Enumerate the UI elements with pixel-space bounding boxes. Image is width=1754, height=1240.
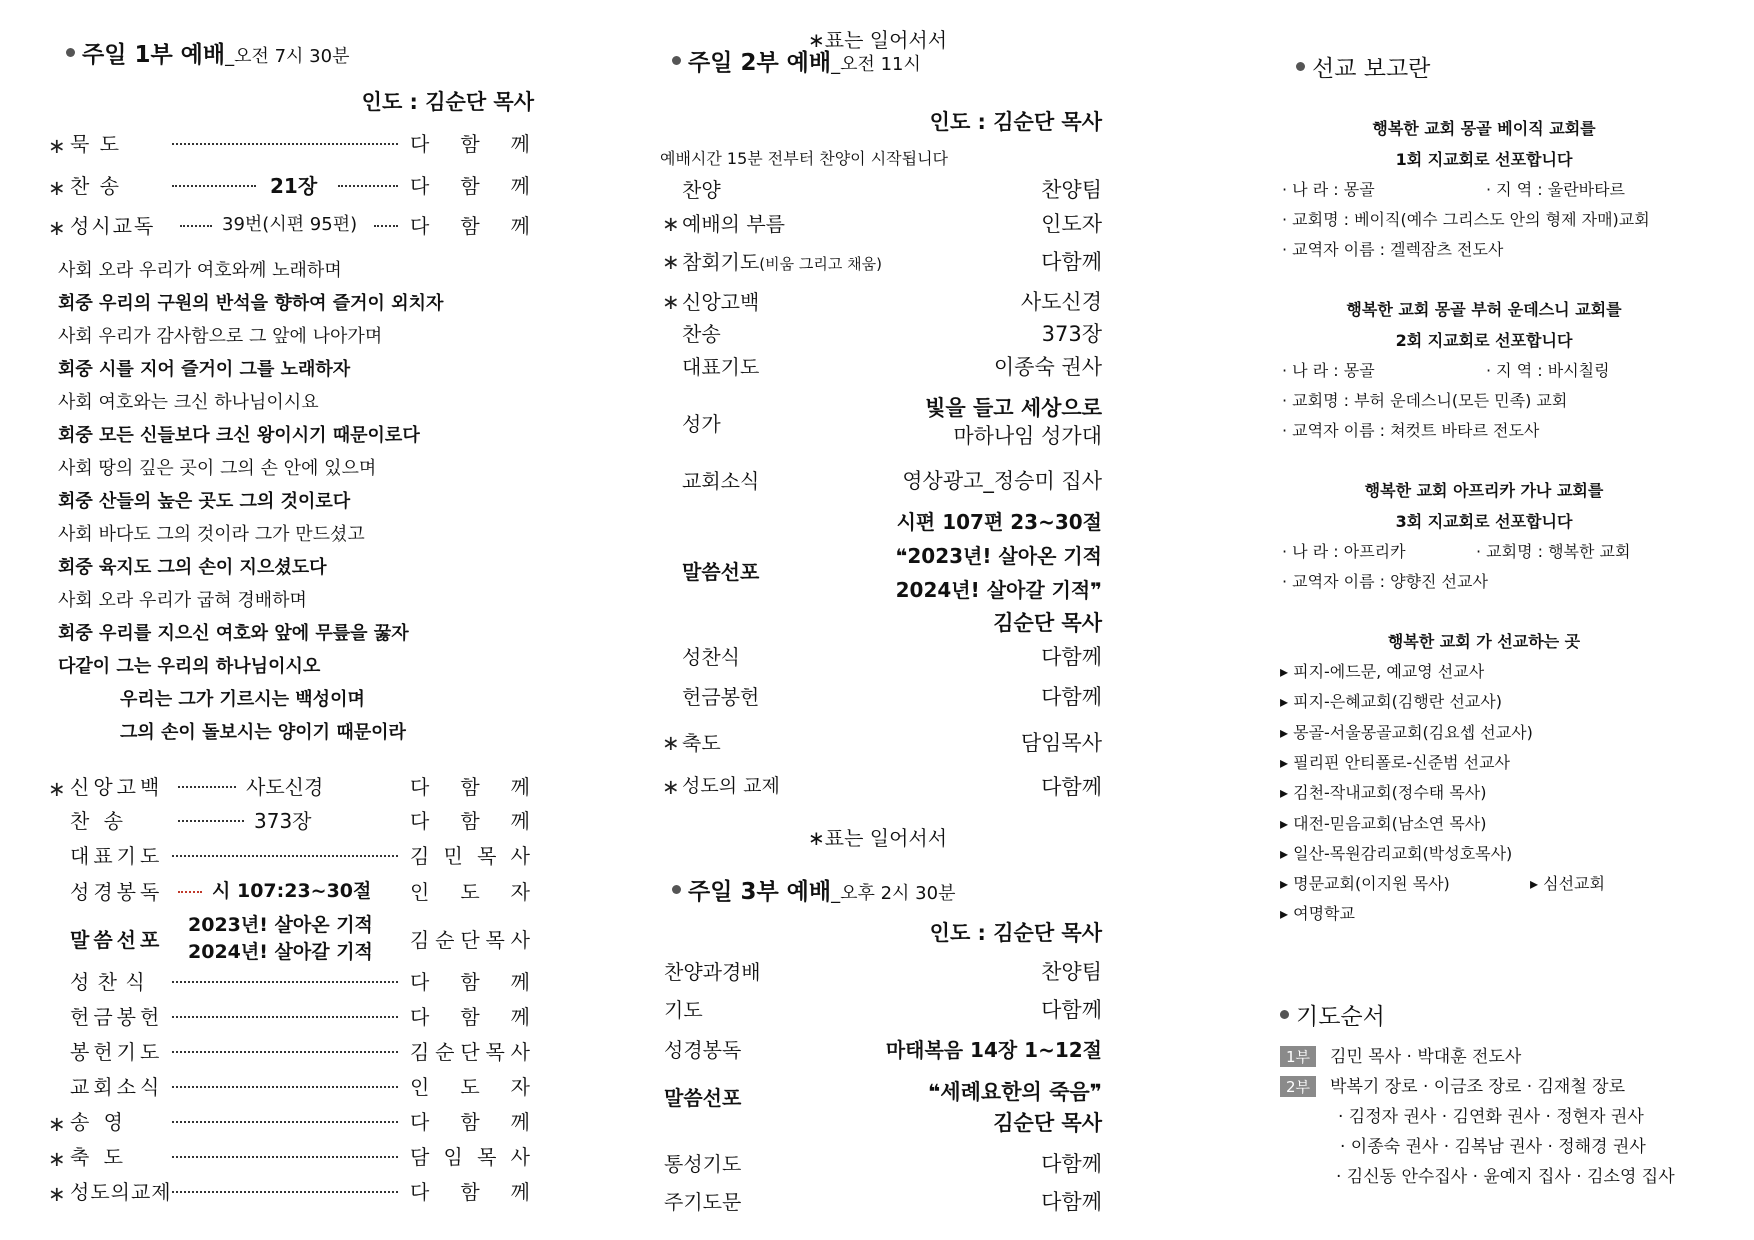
order-mid: 2023년! 살아온 기적 <box>188 914 373 936</box>
order-label: 교회소식 <box>70 1075 164 1099</box>
star-icon: ∗ <box>662 250 680 274</box>
anthem-label: 성가 <box>682 412 721 436</box>
order-resp: 다함께 <box>1041 1152 1102 1176</box>
order-resp: 다함께 <box>1041 775 1102 799</box>
mission-list-title: 행복한 교회 가 선교하는 곳 <box>1387 632 1581 651</box>
order-resp: 김 순 단 목 사 <box>410 1040 530 1064</box>
order-mid: 21장 <box>270 174 318 198</box>
prayer-row-1 <box>1280 1042 1521 1067</box>
mission-region: · 지 역 : 울란바타르 <box>1486 180 1626 199</box>
order-mid: 39번(시편 95편) <box>222 214 358 235</box>
anthem-choir: 마하나임 성가대 <box>953 424 1102 448</box>
order-resp: 373장 <box>1041 322 1102 346</box>
reading-line: 회중 산들의 높은 곳도 그의 것이로다 <box>58 491 351 512</box>
star-icon: ∗ <box>662 731 680 755</box>
dots <box>172 855 398 857</box>
sermon3-title: ❝세례요한의 죽음❞ <box>928 1080 1102 1104</box>
mission-list-item: ▸ 피지-은혜교회(김행란 선교사) <box>1280 692 1502 712</box>
order-resp: 김 순 단 목 사 <box>410 928 530 952</box>
service1-title: 주일 1부 예배 <box>82 42 226 68</box>
order-resp: 다 함 께 <box>410 214 530 238</box>
service2-time: _오전 11시 <box>831 54 921 75</box>
mission-list-item: ▸ 일산-목원감리교회(박성호목사) <box>1280 843 1513 863</box>
dots <box>338 185 398 187</box>
order-label-text: 대표기도 <box>682 355 760 379</box>
service1-header <box>66 36 349 69</box>
order-mid: 시 107:23~30절 <box>212 880 372 902</box>
service2-title: 주일 2부 예배 <box>688 50 832 76</box>
prayer-names: 김민 목사 · 박대훈 전도사 <box>1330 1047 1522 1067</box>
star-icon: ∗ <box>662 212 680 236</box>
order-label: 대표기도 <box>70 844 164 868</box>
reading-line: 다같이 그는 우리의 하나님이시오 <box>58 656 321 677</box>
order-resp: 다함께 <box>1041 998 1102 1022</box>
mission-title-line: 1회 지교회로 선포합니다 <box>1395 150 1573 169</box>
mission-title: 선교 보고란 <box>1312 56 1431 82</box>
prayer-row-2 <box>1280 1072 1625 1097</box>
order-resp: 다 함 께 <box>410 1005 530 1029</box>
reading-line: 사회 오라 우리가 여호와께 노래하며 <box>58 260 342 281</box>
news-label: 교회소식 <box>682 469 760 493</box>
order-mid: 373장 <box>254 809 312 833</box>
order-label: 성경봉독 <box>664 1038 742 1062</box>
order-label: 성찬식 <box>682 645 740 669</box>
mission-title-line: 3회 지교회로 선포합니다 <box>1395 512 1573 531</box>
dots <box>178 820 244 822</box>
dots <box>180 225 212 227</box>
order-label <box>682 351 759 380</box>
order-label: 성시교독 <box>70 214 156 238</box>
star-icon: ∗ <box>48 216 66 240</box>
order-label: 성 찬 식 <box>70 970 146 994</box>
reading-line: 사회 땅의 깊은 곳이 그의 손 안에 있으며 <box>58 458 377 479</box>
mission-list-item: ▸ 명문교회(이지원 목사) <box>1280 874 1450 894</box>
service-tag: 2부 <box>1280 1076 1316 1097</box>
star-icon: ∗ <box>48 1147 66 1171</box>
order-label <box>682 246 882 275</box>
mission-region: · 지 역 : 바시칠링 <box>1486 361 1610 380</box>
mission-title-line: 행복한 교회 아프리카 가나 교회를 <box>1364 481 1604 500</box>
reading-line: 그의 손이 돌보시는 양이기 때문이라 <box>120 722 406 743</box>
mission-country: · 나 라 : 아프리카 <box>1282 542 1406 561</box>
dots <box>172 143 398 145</box>
service2-leader: 인도 : 김순단 목사 <box>929 110 1102 134</box>
dots <box>172 1156 398 1158</box>
order-label: 주기도문 <box>664 1190 742 1214</box>
mission-country: · 나 라 : 몽골 <box>1282 361 1375 380</box>
order-resp: 이종숙 권사 <box>993 355 1102 379</box>
reading-line: 사회 바다도 그의 것이라 그가 만드셨고 <box>58 524 365 545</box>
order-label: 헌금봉헌 <box>682 685 760 709</box>
order-resp: 인 도 자 <box>410 880 530 904</box>
reading-line: 회중 시를 지어 즐거이 그를 노래하자 <box>58 359 351 380</box>
standing-note-top: ∗표는 일어서서 <box>808 28 948 52</box>
order-resp: 다 함 께 <box>410 174 530 198</box>
order-label-text: 신앙고백 <box>682 290 760 314</box>
order-resp: 다함께 <box>1041 645 1102 669</box>
mission-list-item: ▸ 여명학교 <box>1280 904 1355 924</box>
order-resp: 담 임 목 사 <box>410 1145 530 1169</box>
order-label-text: 찬양 <box>682 178 721 202</box>
mission-header <box>1296 50 1430 83</box>
order-resp: 찬양팀 <box>1041 960 1102 984</box>
order-label-note: (비움 그리고 채움) <box>759 255 882 273</box>
mission-title-line: 2회 지교회로 선포합니다 <box>1395 331 1573 350</box>
order-label-text: 참회기도 <box>682 250 760 274</box>
order-label: 기도 <box>664 998 703 1022</box>
order-mid: 2024년! 살아갈 기적 <box>188 941 373 963</box>
order-label: 성도의 교제 <box>682 775 780 797</box>
service-tag: 1부 <box>1280 1046 1316 1067</box>
mission-list-item: ▸ 피지-에드문, 예교영 선교사 <box>1280 662 1485 681</box>
star-icon: ∗ <box>48 1182 66 1206</box>
order-resp: 마태복음 14장 1~12절 <box>885 1038 1102 1062</box>
order-resp: 다함께 <box>1041 250 1102 274</box>
order-label: 봉헌기도 <box>70 1040 164 1064</box>
order-label: 묵 도 <box>70 132 121 156</box>
mission-list-item: ▸ 대전-믿음교회(남소연 목사) <box>1280 813 1487 833</box>
mission-list-item: ▸ 심선교회 <box>1530 874 1605 893</box>
dots <box>178 786 236 788</box>
bullet-icon <box>672 56 681 65</box>
order-resp: 다 함 께 <box>410 1110 530 1134</box>
mission-title-line: 행복한 교회 몽골 부허 운데스니 교회를 <box>1346 300 1622 319</box>
order-resp: 담임목사 <box>1020 731 1102 755</box>
sermon3-preacher: 김순단 목사 <box>993 1111 1102 1135</box>
sermon2-label: 말씀선포 <box>682 560 760 584</box>
bullet-icon <box>1296 62 1305 71</box>
mission-list-item: ▸ 필리핀 안티폴로-신준범 선교사 <box>1280 752 1510 772</box>
dots <box>172 1016 398 1018</box>
prayer-header <box>1280 998 1385 1031</box>
order-label: 축도 <box>682 731 721 755</box>
star-icon: ∗ <box>48 777 66 801</box>
mission-church: · 교회명 : 부허 운데스니(모든 민족) 교회 <box>1282 391 1568 410</box>
service2-header <box>672 44 921 77</box>
bullet-icon <box>672 885 681 894</box>
dots <box>172 1051 398 1053</box>
mission-minister: · 교역자 이름 : 쳐컷트 바타르 전도사 <box>1282 421 1540 440</box>
news-resp: 영상광고_정승미 집사 <box>902 469 1102 493</box>
mission-list-item: ▸ 몽골-서울몽골교회(김요셉 선교사) <box>1280 722 1533 742</box>
mission-church: · 교회명 : 행복한 교회 <box>1476 542 1631 561</box>
order-resp: 사도신경 <box>1020 290 1102 314</box>
order-label: 통성기도 <box>664 1152 742 1176</box>
order-label <box>682 318 721 347</box>
order-label: 말씀선포 <box>70 928 164 952</box>
order-label <box>682 174 721 203</box>
reading-line: 사회 오라 우리가 굽혀 경배하며 <box>58 590 307 611</box>
reading-line: 회중 모든 신들보다 크신 왕이시기 때문이로다 <box>58 425 420 446</box>
order-label: 송 영 <box>70 1110 127 1134</box>
order-label: 찬 송 <box>70 809 127 833</box>
reading-line: 사회 여호와는 크신 하나님이시요 <box>58 392 319 413</box>
bullet-icon <box>66 48 75 57</box>
anthem-title: 빛을 들고 세상으로 <box>925 396 1102 420</box>
service3-leader: 인도 : 김순단 목사 <box>929 921 1102 945</box>
order-resp: 인도자 <box>1041 212 1102 236</box>
order-resp: 인 도 자 <box>410 1075 530 1099</box>
mission-church: · 교회명 : 베이직(예수 그리스도 안의 형제 자매)교회 <box>1282 210 1650 229</box>
mission-country: · 나 라 : 몽골 <box>1282 180 1375 199</box>
star-icon: ∗ <box>48 134 66 158</box>
order-label-text: 찬송 <box>682 322 721 346</box>
mission-list-item: ▸ 김천-작내교회(정수태 목사) <box>1280 783 1487 803</box>
service1-leader: 인도 : 김순단 목사 <box>361 90 534 114</box>
order-resp: 다함께 <box>1041 685 1102 709</box>
sermon2-preacher: 김순단 목사 <box>993 611 1102 635</box>
service3-header <box>672 873 955 906</box>
order-label-text: 예배의 부름 <box>682 212 785 236</box>
order-label: 헌금봉헌 <box>70 1005 164 1029</box>
order-label: 축 도 <box>70 1145 127 1169</box>
order-resp: 다함께 <box>1041 1190 1102 1214</box>
order-resp: 다 함 께 <box>410 132 530 156</box>
dots <box>172 981 398 983</box>
reading-line: 회중 우리의 구원의 반석을 향하여 즐거이 외치자 <box>58 293 444 314</box>
order-label: 찬 송 <box>70 174 121 198</box>
sermon2-text: 시편 107편 23~30절 <box>896 510 1102 534</box>
order-resp: 찬양팀 <box>1041 178 1102 202</box>
dots <box>172 1121 398 1123</box>
star-icon: ∗ <box>662 775 680 799</box>
standing-note-mid: ∗표는 일어서서 <box>808 826 948 850</box>
sermon3-label: 말씀선포 <box>664 1086 742 1110</box>
reading-line: 우리는 그가 기르시는 백성이며 <box>120 689 365 710</box>
service2-info: 예배시간 15분 전부터 찬양이 시작됩니다 <box>660 149 948 168</box>
prayer-title: 기도순서 <box>1296 1004 1385 1030</box>
star-icon: ∗ <box>662 290 680 314</box>
prayer-names: · 이종숙 권사 · 김복남 권사 · 정해경 권사 <box>1340 1137 1646 1157</box>
order-label: 신앙고백 <box>70 775 164 799</box>
order-resp: 다 함 께 <box>410 775 530 799</box>
service3-title: 주일 3부 예배 <box>688 879 832 905</box>
star-icon: ∗ <box>48 176 66 200</box>
dots <box>172 1191 398 1193</box>
order-label <box>682 286 759 315</box>
dots <box>172 185 256 187</box>
dots <box>374 225 398 227</box>
order-label <box>682 208 785 237</box>
mission-minister: · 교역자 이름 : 양향진 선교사 <box>1282 572 1488 591</box>
order-label: 성도의교제 <box>70 1180 172 1204</box>
order-resp: 다 함 께 <box>410 1180 530 1204</box>
order-resp: 다 함 께 <box>410 970 530 994</box>
reading-line: 회중 우리를 지으신 여호와 앞에 무릎을 꿇자 <box>58 623 409 644</box>
prayer-names: · 김신동 안수집사 · 윤예지 집사 · 김소영 집사 <box>1336 1167 1675 1187</box>
service3-time: _오후 2시 30분 <box>831 883 956 904</box>
dots <box>172 1086 398 1088</box>
reading-line: 사회 우리가 감사함으로 그 앞에 나아가며 <box>58 326 383 347</box>
service1-time: _오전 7시 30분 <box>225 46 350 67</box>
order-label: 찬양과경배 <box>664 960 761 984</box>
prayer-names: 박복기 장로 · 이금조 장로 · 김재철 장로 <box>1330 1077 1626 1097</box>
sermon2-text: ❝2023년! 살아온 기적 <box>895 544 1102 568</box>
mission-minister: · 교역자 이름 : 겔렉잠츠 전도사 <box>1282 240 1504 259</box>
order-resp: 김 민 목 사 <box>410 844 530 868</box>
prayer-names: · 김정자 권사 · 김연화 권사 · 정현자 권사 <box>1338 1107 1644 1127</box>
order-resp: 다 함 께 <box>410 809 530 833</box>
mission-title-line: 행복한 교회 몽골 베이직 교회를 <box>1372 119 1596 138</box>
order-label: 성경봉독 <box>70 880 164 904</box>
bullet-icon <box>1280 1010 1289 1019</box>
dots <box>178 891 202 893</box>
sermon2-text: 2024년! 살아갈 기적❞ <box>895 578 1102 602</box>
order-mid: 사도신경 <box>246 775 324 799</box>
star-icon: ∗ <box>48 1112 66 1136</box>
reading-line: 회중 육지도 그의 손이 지으셨도다 <box>58 557 327 578</box>
